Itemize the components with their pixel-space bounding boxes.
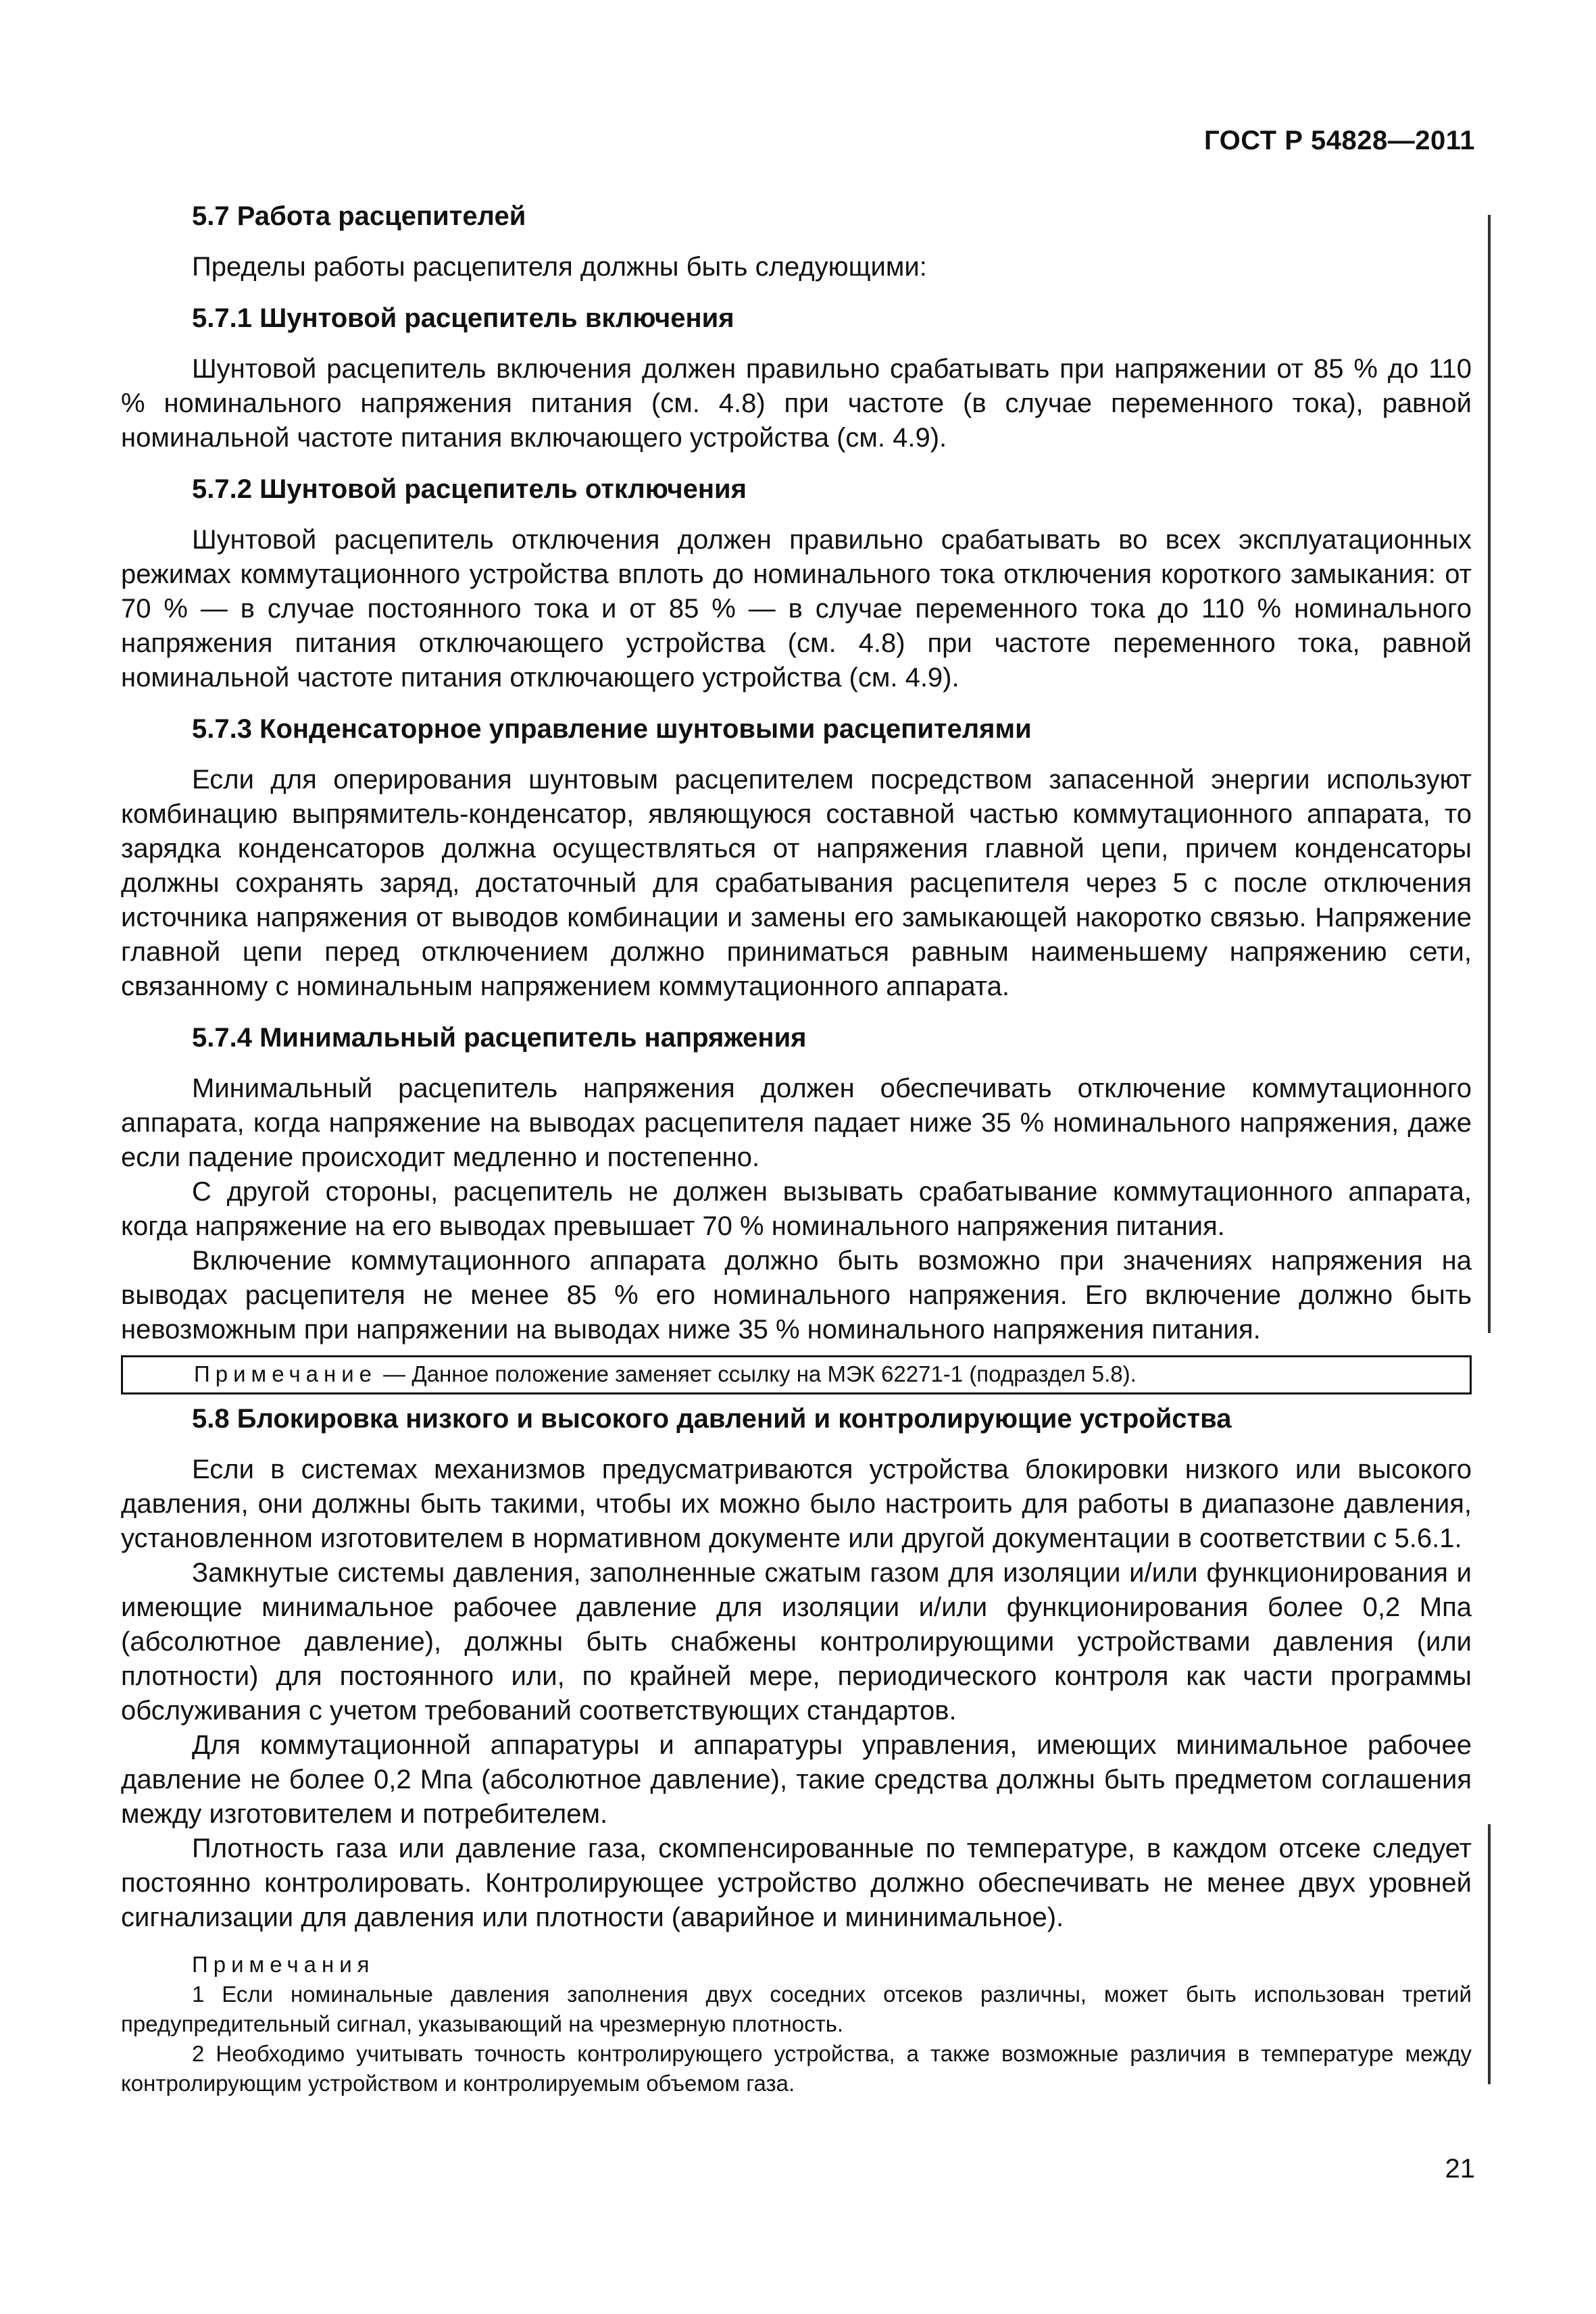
change-bar xyxy=(1488,1824,1491,2084)
note-item: 2 Необходимо учитывать точность контролирующего устройства, а также возможные различия в температуре между контролирующим устройством и контролируемым объемом газа. xyxy=(121,2041,1472,2096)
note-label: Примечание xyxy=(194,1361,378,1386)
standard-header: ГОСТ Р 54828—2011 xyxy=(1204,126,1475,155)
notes-title: Примечания xyxy=(192,1952,375,1977)
paragraph: Замкнутые системы давления, заполненные сжатым газом для изоляции и/или функционирования и имеющие минимальное рабочее давление для изоляции и/или функционирования более 0,2 Мпа (абсолютное давление), должны быть снабжены контролирующими устройствами давления (или плотности) для постоянного или, по крайней мере, периодического контроля как части программы обслуживания с учетом требований соответствующих стандартов. xyxy=(121,1558,1472,1726)
paragraph: Плотность газа или давление газа, скомпенсированные по температуре, в каждом отсеке следует постоянно контролировать. Контролирующее устройство должно обеспечивать не менее двух уровней сигнализации для давления или плотности (аварийное и мининимальное). xyxy=(121,1834,1472,1932)
section-heading: 5.7.2 Шунтовой расцепитель отключения xyxy=(192,474,747,504)
section-heading: 5.7.4 Минимальный расцепитель напряжения xyxy=(192,1023,807,1053)
paragraph: Для коммутационной аппаратуры и аппаратуры управления, имеющих минимальное рабочее давление не более 0,2 Мпа (абсолютное давление), такие средства должны быть предметом соглашения между изготовителем и потребителем. xyxy=(121,1730,1472,1829)
paragraph: Включение коммутационного аппарата должно быть возможно при значениях напряжения на выводах расцепителя не менее 85 % его номинального напряжения. Его включение должно быть невозможным при напряжении на выводах ниже 35 % номинального напряжения питания. xyxy=(121,1246,1472,1344)
change-bar xyxy=(1488,215,1491,1333)
paragraph: С другой стороны, расцепитель не должен вызывать срабатывание коммутационного аппарата, когда напряжение на его выводах превышает 70 % номинального напряжения питания. xyxy=(121,1177,1472,1241)
paragraph: Шунтовой расцепитель отключения должен правильно срабатывать во всех эксплуатационных режимах коммутационного устройства вплоть до номинального тока отключения короткого замыкания: от 70 % — в случае постоянного тока и от 85 % — в случае переменного тока до 110 % номинального напряжения питания отключающего устройства (см. 4.8) при частоте переменного тока, равной номинальной частоте питания отключающего устройства (см. 4.9). xyxy=(121,525,1472,693)
note-item: 1 Если номинальные давления заполнения двух соседних отсеков различны, может быть использован третий предупредительный сигнал, указывающий на чрезмерную плотность. xyxy=(121,1982,1472,2036)
note-box xyxy=(121,1355,1472,1394)
page-number: 21 xyxy=(1445,2154,1475,2184)
paragraph: Пределы работы расцепителя должны быть следующими: xyxy=(192,252,927,282)
section-heading: 5.7.1 Шунтовой расцепитель включения xyxy=(192,303,734,333)
paragraph: Если в системах механизмов предусматриваются устройства блокировки низкого или высокого давления, они должны быть такими, чтобы их можно было настроить для работы в диапазоне давления, установленном изготовителем в нормативном документе или другой документации в соответствии с 5.6.1. xyxy=(121,1455,1472,1553)
paragraph: Шунтовой расцепитель включения должен правильно срабатывать при напряжении от 85 % до 110 % номинального напряжения питания (см. 4.8) при частоте (в случае переменного тока), равной номинальной частоте питания включающего устройства (см. 4.9). xyxy=(121,354,1472,453)
note-text: — Данное положение заменяет ссылку на МЭК 62271-1 (подраздел 5.8). xyxy=(377,1361,1137,1386)
section-heading: 5.7.3 Конденсаторное управление шунтовыми расцепителями xyxy=(192,714,1032,744)
section-heading: 5.7 Работа расцепителей xyxy=(192,201,526,231)
document-body xyxy=(121,197,1472,2098)
paragraph: Минимальный расцепитель напряжения должен обеспечивать отключение коммутационного аппарата, когда напряжение на выводах расцепителя падает ниже 35 % номинального напряжения, даже если падение происходит медленно и постепенно. xyxy=(121,1074,1472,1172)
notes-block xyxy=(121,1950,1472,2098)
section-heading: 5.8 Блокировка низкого и высокого давлений и контролирующие устройства xyxy=(192,1404,1232,1434)
paragraph: Если для оперирования шунтовым расцепителем посредством запасенной энергии используют комбинацию выпрямитель-конденсатор, являющуюся составной частью коммутационного аппарата, то зарядка конденсаторов должна осуществляться от напряжения главной цепи, причем конденсаторы должны сохранять заряд, достаточный для срабатывания расцепителя через 5 с после отключения источника напряжения от выводов комбинации и замены его замыкающей накоротко связью. Напряжение главной цепи перед отключением должно приниматься равным наименьшему напряжению сети, связанному с номинальным напряжением коммутационного аппарата. xyxy=(121,765,1472,1001)
